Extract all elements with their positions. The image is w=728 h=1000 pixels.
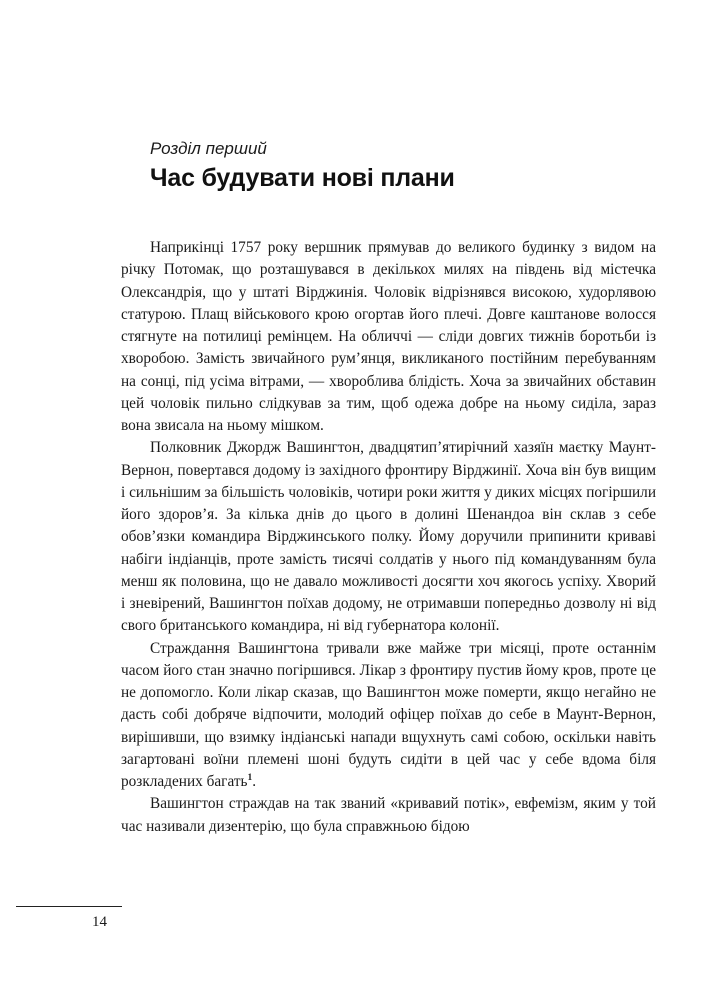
page-number: 14 [92, 914, 107, 930]
chapter-title: Час будувати нові плани [150, 164, 455, 192]
chapter-label: Розділ перший [150, 139, 267, 158]
body-text [121, 237, 656, 838]
paragraph-4: Вашингтон страждав на так званий «кривавий потік», евфемізм, яким у той час називали дизентерію, що була справжньою бідою [121, 795, 656, 835]
paragraph-3-text: Страждання Вашингтона тривали вже майже три місяці, проте останнім часом його стан значно погіршився. Лікар з фронтиру пустив йому кров, проте це не допомогло. Коли лікар сказав, що Вашингтон може померти, якщо негайно не дасть собі добряче відпочити, молодий офіцер поїхав до себе в Маунт-Вернон, вирішивши, що взимку індіанські напади вщухнуть самі собою, оскільки навіть загартовані воїни племені шоні будуть сидіти в цей час у себе вдома біля розкладених багать [121, 639, 656, 790]
footnote-reference[interactable]: 1 [247, 772, 253, 783]
paragraph-1: Наприкінці 1757 року вершник прямував до великого будинку з видом на річку Потомак, що розташувався в декількох милях на південь від містечка Олександрія, що у штаті Вірджинія. Чоловік відрізнявся високою, худорлявою статурою. Плащ військового крою огортав його плечі. Довге каштанове волосся стягнуте на потилиці ремінцем. На обличчі — сліди довгих тижнів боротьби із хворобою. Замість звичайного рум’янця, викликаного постійним перебуванням на сонці, під усіма вітрами, — хвороблива блідість. Хоча за звичайних обставин цей чоловік пильно слідкував за тим, щоб одежа добре на ньому сиділа, зараз вона звисала на ньому мішком. [121, 239, 656, 434]
paragraph-2: Полковник Джордж Вашингтон, двадцятип’ятирічний хазяїн маєтку Маунт-Вернон, повертався додому із західного фронтиру Вірджинії. Хоча він був вищим і сильнішим за більшість чоловіків, чотири роки життя у диких місцях погіршили його здоров’я. За кілька днів до цього в долині Шенандоа він склав з себе обов’язки командира Вірджинського полку. Йому доручили припинити криваві набіги індіанців, проте замість тисячі солдатів у нього під командуванням була менш як половина, що не давало можливості досягти хоч якогось успіху. Хворий і зневірений, Вашингтон поїхав додому, не отримавши попередньо дозволу ні від свого британського командира, ні від губернатора колонії. [121, 439, 656, 635]
footer-rule [16, 906, 122, 907]
paragraph-3: Страждання Вашингтона тривали вже майже три місяці, проте останнім часом його стан значно погіршився. Лікар з фронтиру пустив йому кров, проте це не допомогло. Коли лікар сказав, що Вашингтон може померти, якщо негайно не дасть собі добряче відпочити, молодий офіцер поїхав до себе в Маунт-Вернон, вирішивши, що взимку індіанські напади вщухнуть самі собою, оскільки навіть загартовані воїни племені шоні будуть сидіти в цей час у себе вдома біля розкладених багать$^1$. [121, 639, 656, 790]
